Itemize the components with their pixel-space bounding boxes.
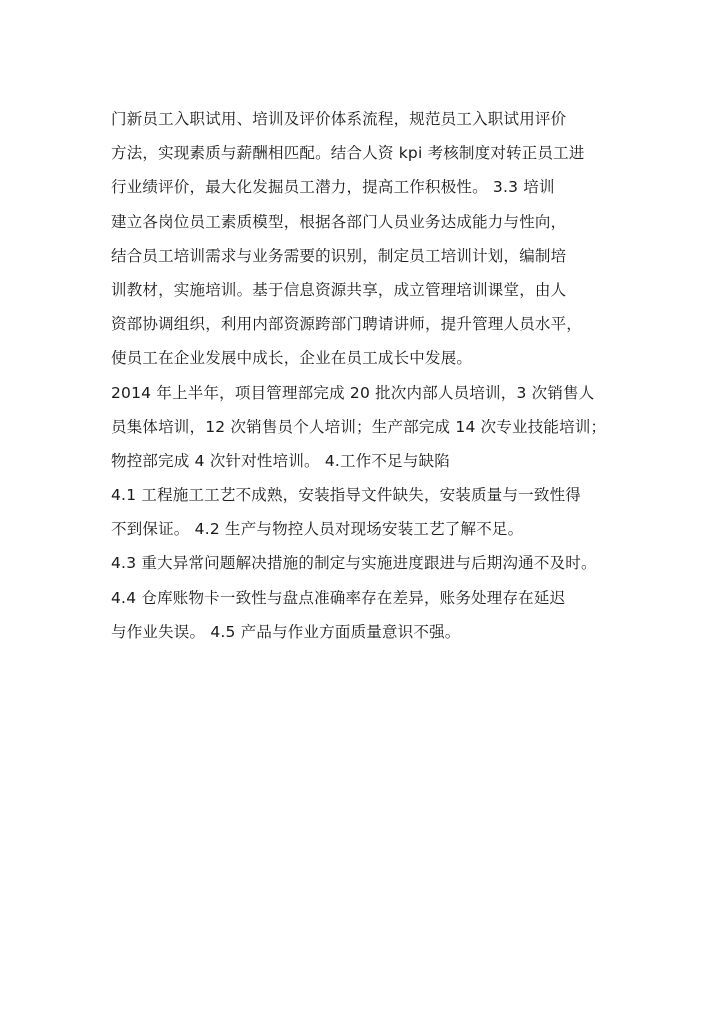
text-line: 员集体培训，12 次销售员个人培训；生产部完成 14 次专业技能培训； (111, 417, 607, 436)
text-line: 使员工在企业发展中成长，企业在员工成长中发展。 (111, 349, 473, 368)
text-line: 资部协调组织，利用内部资源跨部门聘请讲师，提升管理人员水平， (111, 315, 583, 334)
text-line: 方法，实现素质与薪酬相匹配。结合人资 kpi 考核制度对转正员工进 (111, 144, 585, 163)
text-line: 门新员工入职试用、培训及评价体系流程，规范员工入职试用评价 (111, 110, 567, 128)
text-line: 行业绩评价，最大化发掘员工潜力，提高工作积极性。 3.3 培训 (111, 178, 555, 197)
text-line: 不到保证。 4.2 生产与物控人员对现场安装工艺了解不足。 (111, 520, 524, 539)
text-line: 4.1 工程施工工艺不成熟，安装指导文件缺失，安装质量与一致性得 (111, 486, 581, 505)
text-line: 物控部完成 4 次针对性培训。 4.工作不足与缺陷 (111, 451, 450, 470)
text-line: 与作业失误。 4.5 产品与作业方面质量意识不强。 (111, 622, 461, 641)
text-line: 结合员工培训需求与业务需要的识别，制定员工培训计划，编制培 (111, 246, 567, 265)
body-text (111, 102, 631, 649)
text-line: 建立各岗位员工素质模型，根据各部门人员业务达成能力与性向， (111, 212, 567, 231)
text-line: 4.3 重大异常问题解决措施的制定与实施进度跟进与后期沟通不及时。 (111, 554, 597, 573)
text-line: 4.4 仓库账物卡一致性与盘点准确率存在差异，账务处理存在延迟 (111, 588, 566, 607)
text-line: 2014 年上半年，项目管理部完成 20 批次内部人员培训，3 次销售人 (111, 383, 595, 402)
text-line: 训教材，实施培训。基于信息资源共享，成立管理培训课堂，由人 (111, 280, 567, 299)
